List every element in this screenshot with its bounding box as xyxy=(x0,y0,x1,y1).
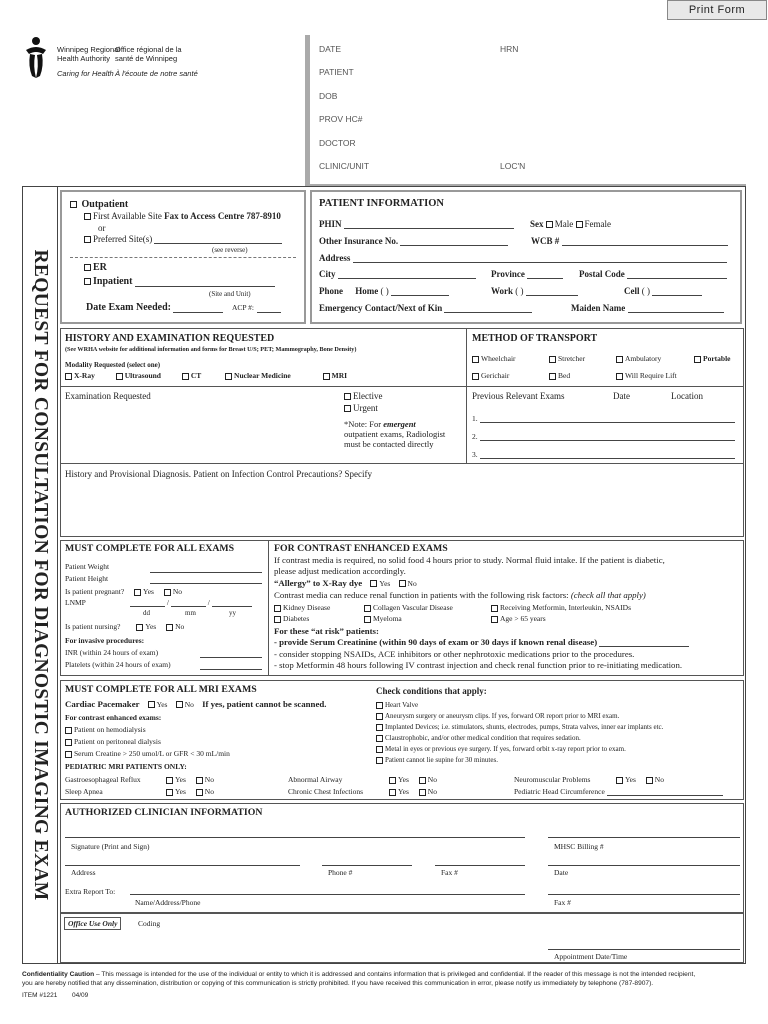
maiden-name-field[interactable] xyxy=(628,305,724,313)
cannot-lie-supine-label: Patient cannot lie supine for 30 minutes. xyxy=(385,756,498,764)
mri-label: MRI xyxy=(331,371,348,380)
fax-label-clinician: Fax # xyxy=(441,868,458,877)
portable-label: Portable xyxy=(703,354,731,363)
mhsc-billing-field[interactable] xyxy=(548,830,740,838)
outpatient-label: Outpatient xyxy=(81,199,129,210)
signature-field[interactable] xyxy=(65,830,525,838)
previous-exams-label: Previous Relevant Exams xyxy=(472,391,565,401)
apnea-yes-label: Yes xyxy=(175,787,186,796)
metformin-instruction: - stop Metformin 48 hours following IV contrast injection and check renal function prior to re-initiating medication. xyxy=(274,660,683,670)
inpatient-checkbox[interactable] xyxy=(84,278,91,285)
appointment-field[interactable] xyxy=(548,942,740,950)
chest-no-label: No xyxy=(427,787,437,796)
ct-label: CT xyxy=(190,371,202,380)
gerichair-checkbox[interactable] xyxy=(472,373,479,380)
header-prov-hc: PROV HC# xyxy=(319,114,363,124)
weight-field[interactable] xyxy=(150,565,262,573)
header-clinic-unit: CLINIC/UNIT xyxy=(319,161,370,171)
caution-text-1: – This message is intended for the use of the individual or entity to which it is addressed and contains information that is privileged and confidential. If the reader of this message is not the intended recipient, xyxy=(94,971,696,978)
pacemaker-label: Cardiac Pacemaker xyxy=(65,699,140,709)
pediatric-mri-label: PEDIATRIC MRI PATIENTS ONLY: xyxy=(65,762,187,771)
print-form-button[interactable]: Print Form xyxy=(667,0,767,20)
allergy-label: “Allergy” to X-Ray dye xyxy=(274,578,363,588)
gerd-yes-label: Yes xyxy=(175,775,186,784)
nursing-yes-label: Yes xyxy=(145,622,157,631)
nuclear-medicine-checkbox[interactable] xyxy=(225,373,232,380)
heart-valve-checkbox[interactable] xyxy=(376,702,383,709)
prev-exam-3-number: 3. xyxy=(472,450,478,459)
platelets-field[interactable] xyxy=(200,662,262,670)
history-provisional-label: History and Provisional Diagnosis. Patient on Infection Control Precautions? Specify xyxy=(65,469,372,479)
tagline-en: Caring for Health xyxy=(57,69,114,78)
prev-exam-1-field[interactable] xyxy=(480,415,735,423)
head-circumference-field[interactable] xyxy=(607,788,723,796)
work-area-code: ( ) xyxy=(515,286,524,296)
neuro-no-label: No xyxy=(654,775,664,784)
prev-exam-1-number: 1. xyxy=(472,414,478,423)
emergency-contact-label: Emergency Contact/Next of Kin xyxy=(319,303,443,313)
work-phone-label: Work xyxy=(491,286,514,296)
emergent-note-emphasis: emergent xyxy=(383,419,416,429)
urgent-checkbox[interactable] xyxy=(344,405,351,412)
org-name-fr-1: Office régional de la xyxy=(115,45,182,54)
risk-factors-label: Contrast media can reduce renal function in patients with the following risk factors: xyxy=(274,590,569,600)
inpatient-label: Inpatient xyxy=(93,276,133,287)
height-label: Patient Height xyxy=(65,574,109,583)
abnormal-airway-label: Abnormal Airway xyxy=(288,775,343,784)
header-dob: DOB xyxy=(319,91,338,101)
require-lift-label: Will Require Lift xyxy=(625,371,677,380)
metal-eyes-checkbox[interactable] xyxy=(376,746,383,753)
lnmp-yy-field[interactable] xyxy=(212,599,252,607)
nursing-label: Is patient nursing? xyxy=(65,622,121,631)
invasive-label: For invasive procedures: xyxy=(65,636,145,645)
clinician-title: AUTHORIZED CLINICIAN INFORMATION xyxy=(65,807,263,818)
org-name-fr-2: santé de Winnipeg xyxy=(115,54,178,63)
elective-checkbox[interactable] xyxy=(344,393,351,400)
other-insurance-label: Other Insurance No. xyxy=(319,236,399,246)
height-field[interactable] xyxy=(150,576,262,584)
fax-access-centre: Fax to Access Centre 787-8910 xyxy=(164,211,281,221)
header-hrn: HRN xyxy=(500,44,519,54)
fax-field-clinician[interactable] xyxy=(435,858,525,866)
metformin-label: Receiving Metformin, Interleukin, NSAIDs xyxy=(500,603,632,612)
wheelchair-checkbox[interactable] xyxy=(472,356,479,363)
inr-label: INR (within 24 hours of exam) xyxy=(65,648,159,657)
preferred-site-checkbox[interactable] xyxy=(84,236,91,243)
ct-checkbox[interactable] xyxy=(182,373,189,380)
myeloma-label: Myeloma xyxy=(373,614,402,623)
site-unit-note: (Site and Unit) xyxy=(209,290,251,298)
allergy-no-label: No xyxy=(407,579,417,588)
gerd-no-checkbox[interactable] xyxy=(196,777,203,784)
first-site-label: First Available Site xyxy=(93,211,162,221)
cell-phone-label: Cell xyxy=(624,286,640,296)
contrast-line1: If contrast media is required, no solid food 4 hours prior to study. Normal fluid intake. If the patient is diabetic, xyxy=(274,555,665,565)
wcb-label: WCB # xyxy=(531,236,560,246)
allergy-yes-label: Yes xyxy=(379,579,391,588)
er-checkbox[interactable] xyxy=(84,264,91,271)
date-label-clinician: Date xyxy=(554,868,569,877)
wrha-logo-icon xyxy=(22,36,50,80)
extra-fax-field[interactable] xyxy=(548,887,740,895)
address-field-clinician[interactable] xyxy=(65,858,300,866)
cannot-lie-supine-checkbox[interactable] xyxy=(376,757,383,764)
office-use-section xyxy=(60,913,744,963)
item-number: ITEM #1221 xyxy=(22,992,58,999)
elective-label: Elective xyxy=(353,391,383,401)
extra-report-label: Extra Report To: xyxy=(65,887,116,896)
inr-field[interactable] xyxy=(200,650,262,658)
lnmp-dd-field[interactable] xyxy=(130,599,165,607)
name-address-phone-label: Name/Address/Phone xyxy=(135,898,201,907)
date-exam-needed-label: Date Exam Needed: xyxy=(86,302,171,313)
female-checkbox[interactable] xyxy=(576,221,583,228)
ambulatory-label: Ambulatory xyxy=(625,354,662,363)
preferred-site-label: Preferred Site(s) xyxy=(93,234,153,244)
gerd-no-label: No xyxy=(204,775,214,784)
signature-label: Signature (Print and Sign) xyxy=(71,842,150,851)
wheelchair-label: Wheelchair xyxy=(481,354,516,363)
phone-label-clinician: Phone # xyxy=(328,868,353,877)
prev-exam-2-number: 2. xyxy=(472,432,478,441)
serum-creatine-checkbox[interactable] xyxy=(65,751,72,758)
pacemaker-no-checkbox[interactable] xyxy=(176,701,183,708)
diabetes-label: Diabetes xyxy=(283,614,310,623)
city-field[interactable] xyxy=(338,271,476,279)
xray-label: X-Ray xyxy=(74,371,95,380)
mri-title: MUST COMPLETE FOR ALL MRI EXAMS xyxy=(65,684,257,695)
prev-exam-3-field[interactable] xyxy=(480,451,735,459)
address-label-clinician: Address xyxy=(71,868,96,877)
peritoneal-label: Patient on peritoneal dialysis xyxy=(74,737,161,746)
header-locn: LOC'N xyxy=(500,161,526,171)
other-insurance-field[interactable] xyxy=(400,238,508,246)
kidney-disease-checkbox[interactable] xyxy=(274,605,281,612)
apnea-no-checkbox[interactable] xyxy=(196,789,203,796)
age-65-label: Age > 65 years xyxy=(500,614,546,623)
neuro-yes-checkbox[interactable] xyxy=(616,777,623,784)
history-title: HISTORY AND EXAMINATION REQUESTED xyxy=(65,333,275,344)
lnmp-label: LNMP xyxy=(65,598,86,607)
header-date: DATE xyxy=(319,44,342,54)
org-name-en-2: Health Authority xyxy=(57,54,110,63)
header-patient: PATIENT xyxy=(319,67,354,77)
implanted-devices-label: Implanted Devices; i.e. stimulators, shunts, electrodes, pumps, Strata valves, inner ear implants etc. xyxy=(385,723,664,731)
nursing-no-label: No xyxy=(175,622,185,631)
mm-label: mm xyxy=(185,609,196,617)
mri-checkbox[interactable] xyxy=(323,373,330,380)
sex-label: Sex xyxy=(530,219,544,229)
myeloma-checkbox[interactable] xyxy=(364,616,371,623)
chest-yes-checkbox[interactable] xyxy=(389,789,396,796)
hemodialysis-label: Patient on hemodialysis xyxy=(74,725,146,734)
phin-label: PHIN xyxy=(319,219,342,229)
allergy-no-checkbox[interactable] xyxy=(399,580,406,587)
ultrasound-label: Ultrasound xyxy=(124,371,161,380)
pregnant-label: Is patient pregnant? xyxy=(65,587,125,596)
implanted-devices-checkbox[interactable] xyxy=(376,724,383,731)
neuro-yes-label: Yes xyxy=(625,775,636,784)
pregnant-yes-label: Yes xyxy=(143,587,154,596)
chest-infections-label: Chronic Chest Infections xyxy=(288,787,363,796)
bed-label: Bed xyxy=(558,371,571,380)
check-conditions-label: Check conditions that apply: xyxy=(376,686,487,696)
city-label: City xyxy=(319,269,336,279)
modality-label: Modality Requested (select one) xyxy=(65,361,161,369)
neuro-no-checkbox[interactable] xyxy=(646,777,653,784)
lnmp-mm-field[interactable] xyxy=(171,599,206,607)
pacemaker-yes-label: Yes xyxy=(156,700,168,709)
cell-area-code: ( ) xyxy=(641,286,650,296)
contrast-title: FOR CONTRAST ENHANCED EXAMS xyxy=(274,543,448,554)
wcb-field[interactable] xyxy=(562,238,728,246)
examination-requested-label: Examination Requested xyxy=(65,391,151,401)
metal-eyes-label: Metal in eyes or previous eye surgery. If yes, forward orbit x-ray report prior to exam. xyxy=(385,745,626,753)
metformin-checkbox[interactable] xyxy=(491,605,498,612)
appointment-label: Appointment Date/Time xyxy=(554,952,628,961)
province-label: Province xyxy=(491,269,525,279)
office-use-label: Office Use Only xyxy=(64,917,121,930)
address-label: Address xyxy=(319,253,351,263)
serum-creatinine-instruction: - provide Serum Creatinine (within 90 days of exam or 30 days if known renal disease) xyxy=(274,637,598,647)
diabetes-checkbox[interactable] xyxy=(274,616,281,623)
age-65-checkbox[interactable] xyxy=(491,616,498,623)
nursing-no-checkbox[interactable] xyxy=(166,624,173,631)
neuromuscular-label: Neuromuscular Problems xyxy=(514,775,591,784)
home-phone-label: Home xyxy=(355,286,379,296)
pregnant-yes-checkbox[interactable] xyxy=(134,589,141,596)
province-field[interactable] xyxy=(527,271,563,279)
transport-title: METHOD OF TRANSPORT xyxy=(472,333,598,344)
phone-field-clinician[interactable] xyxy=(322,858,412,866)
apnea-no-label: No xyxy=(204,787,214,796)
history-note: (See WRHA website for additional information and forms for Breast U/S; PET; Mammography, Bone Density) xyxy=(65,346,357,353)
nursing-yes-checkbox[interactable] xyxy=(136,624,143,631)
heart-valve-label: Heart Valve xyxy=(385,701,419,709)
home-phone-field[interactable] xyxy=(391,288,449,296)
preferred-site-field[interactable] xyxy=(154,236,282,244)
phone-label: Phone xyxy=(319,286,344,296)
emergency-contact-field[interactable] xyxy=(444,305,532,313)
gerd-yes-checkbox[interactable] xyxy=(166,777,173,784)
emergent-note-line3: must be contacted directly xyxy=(344,439,434,449)
er-label: ER xyxy=(93,262,107,273)
chest-yes-label: Yes xyxy=(398,787,409,796)
aneurysm-label: Aneurysm surgery or aneurysm clips. If yes, forward OR report prior to MRI exam. xyxy=(385,712,620,720)
must-all-title: MUST COMPLETE FOR ALL EXAMS xyxy=(65,543,235,554)
tagline-fr: À l'écoute de notre santé xyxy=(115,69,198,78)
pregnant-no-checkbox[interactable] xyxy=(164,589,171,596)
check-all-note: (check all that apply) xyxy=(570,590,646,600)
cell-phone-field[interactable] xyxy=(652,288,702,296)
ultrasound-checkbox[interactable] xyxy=(116,373,123,380)
portable-checkbox[interactable] xyxy=(694,356,701,363)
home-area-code: ( ) xyxy=(380,286,389,296)
coding-label: Coding xyxy=(138,919,161,928)
patient-info-title: PATIENT INFORMATION xyxy=(319,198,444,209)
female-label: Female xyxy=(584,219,611,229)
acp-label: ACP #: xyxy=(231,303,255,312)
nsaids-instruction: - consider stopping NSAIDs, ACE inhibitors or other nephrotoxic medications prior to the procedures. xyxy=(274,649,635,659)
airway-no-checkbox[interactable] xyxy=(419,777,426,784)
emergent-note-prefix: *Note: For xyxy=(344,419,382,429)
airway-yes-label: Yes xyxy=(398,775,409,784)
emergent-note-line2: outpatient exams, Radiologist xyxy=(344,429,446,439)
side-title: REQUEST FOR CONSULTATION FOR DIAGNOSTIC IMAGING EXAM xyxy=(30,249,51,901)
aneurysm-checkbox[interactable] xyxy=(376,713,383,720)
weight-label: Patient Weight xyxy=(65,562,110,571)
previous-exams-location-label: Location xyxy=(671,391,703,401)
contrast-line2: please adjust medication accordingly. xyxy=(274,566,406,576)
yy-label: yy xyxy=(229,609,236,617)
extra-fax-label: Fax # xyxy=(554,898,571,907)
male-checkbox[interactable] xyxy=(546,221,553,228)
wrha-logo xyxy=(22,36,50,80)
confidentiality-caution xyxy=(22,970,752,988)
apnea-yes-checkbox[interactable] xyxy=(166,789,173,796)
acp-field[interactable] xyxy=(257,305,281,313)
allergy-yes-checkbox[interactable] xyxy=(370,580,377,587)
hemodialysis-checkbox[interactable] xyxy=(65,727,72,734)
dd-label: dd xyxy=(143,609,150,617)
maiden-name-label: Maiden Name xyxy=(571,303,626,313)
work-phone-field[interactable] xyxy=(526,288,578,296)
collagen-checkbox[interactable] xyxy=(364,605,371,612)
stretcher-checkbox[interactable] xyxy=(549,356,556,363)
bed-checkbox[interactable] xyxy=(549,373,556,380)
date-field-clinician[interactable] xyxy=(548,858,740,866)
head-circumference-label: Pediatric Head Circumference xyxy=(514,787,605,796)
mri-contrast-label: For contrast enhanced exams: xyxy=(65,713,162,722)
address-field[interactable] xyxy=(353,255,727,263)
mhsc-billing-label: MHSC Billing # xyxy=(554,842,604,851)
require-lift-checkbox[interactable] xyxy=(616,373,623,380)
caution-heading: Confidentiality Caution xyxy=(22,971,95,978)
header-doctor: DOCTOR xyxy=(319,138,356,148)
pregnant-no-label: No xyxy=(172,587,182,596)
platelets-label: Platelets (within 24 hours of exam) xyxy=(65,660,171,669)
peritoneal-checkbox[interactable] xyxy=(65,739,72,746)
or-label: or xyxy=(98,223,106,233)
postal-code-label: Postal Code xyxy=(579,269,625,279)
collagen-label: Collagen Vascular Disease xyxy=(373,603,453,612)
previous-exams-date-label: Date xyxy=(613,391,630,401)
inpatient-site-field[interactable] xyxy=(135,279,275,287)
date-exam-needed-field[interactable] xyxy=(173,305,223,313)
ambulatory-checkbox[interactable] xyxy=(616,356,623,363)
pacemaker-no-label: No xyxy=(184,700,194,709)
stretcher-label: Stretcher xyxy=(558,354,586,363)
pacemaker-yes-checkbox[interactable] xyxy=(148,701,155,708)
addressograph-area xyxy=(305,35,310,187)
pacemaker-warning: If yes, patient cannot be scanned. xyxy=(202,699,327,709)
nuclear-medicine-label: Nuclear Medicine xyxy=(234,371,291,380)
caution-text-2: you are hereby notified that any dissemination, distribution or copying of this communication is strictly prohibited. If you have received this communication in error, please notify us immediately by telephone (787-8907). xyxy=(22,980,654,987)
airway-no-label: No xyxy=(427,775,437,784)
male-label: Male xyxy=(554,219,574,229)
at-risk-label: For these “at risk” patients: xyxy=(274,626,379,636)
serum-creatinine-field[interactable] xyxy=(599,639,689,647)
first-site-checkbox[interactable] xyxy=(84,213,91,220)
kidney-disease-label: Kidney Disease xyxy=(283,603,331,612)
airway-yes-checkbox[interactable] xyxy=(389,777,396,784)
postal-code-field[interactable] xyxy=(627,271,727,279)
gerichair-label: Gerichair xyxy=(481,371,510,380)
phin-field[interactable] xyxy=(344,221,514,229)
see-reverse-note: (see reverse) xyxy=(212,246,248,254)
outpatient-checkbox[interactable] xyxy=(70,201,77,208)
form-version: 04/09 xyxy=(72,992,89,999)
prev-exam-2-field[interactable] xyxy=(480,433,735,441)
claustrophobic-label: Claustrophobic, and/or other medical condition that requires sedation. xyxy=(385,734,581,742)
extra-report-field[interactable] xyxy=(130,887,525,895)
chest-no-checkbox[interactable] xyxy=(419,789,426,796)
gerd-label: Gastroesophageal Reflux xyxy=(65,775,141,784)
sleep-apnea-label: Sleep Apnea xyxy=(65,787,103,796)
claustrophobic-checkbox[interactable] xyxy=(376,735,383,742)
xray-checkbox[interactable] xyxy=(65,373,72,380)
urgent-label: Urgent xyxy=(353,403,378,413)
org-name-en-1: Winnipeg Regional xyxy=(57,45,120,54)
serum-creatine-label: Serum Creatine > 250 umol/L or GFR < 30 mL/min xyxy=(74,749,230,758)
